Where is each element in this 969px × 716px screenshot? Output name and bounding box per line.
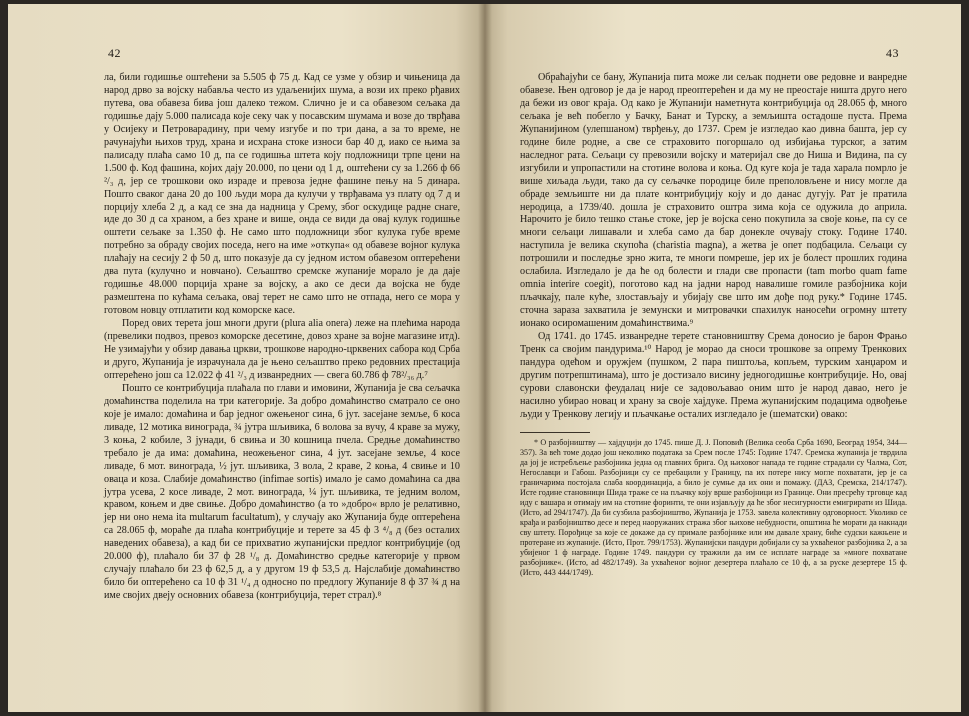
paragraph: Од 1741. до 1745. изванредне терете становништву Срема доносио је барон Фрањо Тренк са својим пандурима.¹⁰ Народ је морао да сноси трошкове за опрему Тренкових пандура одећом и оружјем (пушком, 2 пара пиштоља, копљем, турским ханџаром и другим потрепштинама), што је достизало висину једногодишње контрибуције. Но, овај сурови славонски феудалац није се задовољавао оним што је народ давао, него је насилно убирао новац и храну за своје хајдуке. Према жупанијским подацима одвођење људи у Тренкову легију и пљачкање осталих изгледало је (шематски) овако: [520, 331, 907, 420]
paragraph: Пошто се контрибуција плаћала по глави и имовини, Жупанија је сва сељачка домаћинства поделила на три категорије. За добро домаћинство сматрало се оно које је имало: домаћина и бар једног ожењеног сина, 6 јут. засејане земље, 6 коса ливаде, 12 мотика винограда, ¾ јутра шљивика, 6 волова за вучу, 4 краве за мужу, 3 коња, 2 кобиле, 3 јунади, 6 свиња и 30 кошница пчела. Средње домаћинство требало је да има: домаћина, неожењеног сина, 4 јут. засејане земље, 4 косе ливаде, 6 мот. винограда, ½ јут. шљивика, 3 вола, 2 краве, 2 коња, 4 свиње и 10 оваца и коза. Слабије домаћинство (infimae sortis) имало је само домаћина са два јутра усева, 2 косе ливаде, 2 мот. винограда, ¼ јут. шљивика, те једним волом, кравом, коњем и две свиње. Добро домаћинство (а то »добро« врло је релативно, јер ни оно нема ita multarum facultatum), у случају ако Жупанија буде оптерећена са 28.065 ф, мораће да плаћа контрибуције и терете за 45 ф 3 ⁴/₈ д (без осталих наведених обавеза), а кад би се прихватио жупанијски предлог контрибуције (од 20.000 ф), плаћало би 37 ф 28 ¹/₈ д. Домаћинство средње категорије у првом случају плаћало би 23 ф 62,5 д, а у другом 19 ф 53,5 д. Најслабије домаћинство било би оптерећено са 10 ф 31 ¹/₄ д односно по предлогу Жупаније 8 ф 37 ¾ д на име својих двеју основних обавеза (контрибуција, терет страл).⁸ [104, 382, 460, 602]
right-page [484, 4, 961, 712]
page-number-right: 43 [886, 46, 899, 60]
footnotes [520, 438, 907, 579]
paragraph: Поред ових терета још многи други (plura alia onera) леже на плећима народа (превелики подвоз, превоз коморске десетине, довоз хране за војне магазине итд). Не узимајући у обзир давања цркви, трошкове народно-црквених сабора код Срба и друго, Жупанија је израчунала да је њено сељаштво преко редовних престација оптерећено још са 12.022 ф 41 ²/₃ д изванредних — свега 60.786 ф 78²/₃₆ д.⁷ [104, 318, 460, 381]
left-page-text [104, 72, 460, 603]
footnote-divider [520, 432, 590, 433]
book-spread [8, 4, 961, 712]
paragraph: Обраћајући се бану, Жупанија пита може ли сељак поднети ове редовне и ванредне обавезе. Њен одговор је да је народ преоптерећен и да му не преостаје ништа друго него да бежи из овог краја. Од како је Жупанији наметнута контрибуција од 28.065 ф, много сељака је већ побегло у Бачку, Банат и Турску, а земљишта остадоше пуста. Према Жупанијином (улепшаном) тврђењу, до 1737. Срем је изгледао као дивна башта, јер су године биле родне, а све се страховито погоршало од избијања турског, а затим наследног рата. Сељаци су превозили војску и материјал све до Ниша и Видина, па су изгубили и упропастили на стотине волова и коња. Од куге која је тада харала помрло је више хиљада људи, тако да су сељачке породице биле преполовљене и нису могле да обраде земљиште ни да плате контрибуцију коју и до данас дугују. Рат је пратила неродица, а 1739/40. дошла је страховито оштра зима која се одужила до априла. Нарочито је било тешко стање стоке, јер је војска сено покупила за своје коње, па су се многи сељаци лишавали и хлеба само да бар донекле очувају стоку. Године 1740. наступила је велика скупоћа (charistia magna), а жетва је опет подбацила. Сељаци су потрошили и последње зрно жита, те многи помреше, јер их је болест прошлих година ослабила. Изгледало је да ће од болести и глади све пропасти (tam morbo quam fame omnia interire coegit), поготово кад на јадни народ навалише гомиле разбојника који пљачкају, пале куће, злостављају и убијају све што им дође под руку.* Године 1745. сточна зараза захватила је земунски и митровачки спахилук наносећи огромну штету ионако осиромашеним домаћинствима.⁹ [520, 72, 907, 330]
footnote: * О разбојништву — хајдуцији до 1745. пише Д. Ј. Поповић (Велика сеоба Срба 1690, Београд 1954, 344—357). За већ томе додао још неколико података за Срем после 1745: Године 1747. Сремска жупанија је тврдила да јој је истребљење разбојника једна од главних брига. Од њиховог напада те године страдали су Чалма, Сот, Негославци и Габош. Разбојници су се пребацили у Границу, па их потере нису могле похватати, јер је са граничарима постојала слаба координација, а било је сумње да их они и помажу. (ДАЗ, Сремска, 214/1747). Исте године становници Шида траже се на пљачку коју врше разбојници из Границе. Они пресрећу трговце кад иду с вашара и отимају им на стотине форинти, те они изјављују да ће због несигурности емигрирати из Шида. (Исто, ad 294/1747). Да би сузбила разбојништво, Жупанија је 1753. завела колективну одговорност. Уколико се крађа и разбојништво десе и перед наоружаних стража због њихове небудности, општина ће морати да накнади сву штету. Порођице за које се докаже да су примале разбојнике или им давале храну, биће судски кажњене и протеране из жупаније. (Исто, Прот. 799/1753). Жупанијски пандури добијали су за ухваћеног разбојника 2, а за убијеног 1 ф награде. Године 1749. пандури су тражили да им се исплате награде за »многе похватане разбојнике«. (Исто, ad 482/1749). За ухваћеног војног дезертера плаћало се 10 ф, а за руске дезертере 15 ф. (Исто, 443 444/1749). [520, 437, 907, 578]
left-page [8, 4, 484, 712]
page-number-left: 42 [108, 46, 121, 60]
paragraph: ла, били годишње оштећени за 5.505 ф 75 д. Кад се узме у обзир и чињеница да народ дрво за војску набавља често из удаљенијих шума, а вози их преко рђавих путева, ова обавеза бива још далеко тежом. Слично је и са обавезом сељака да годишње дају 5.000 палисада које секу чак у посавским шумама и возе до тврђава у Осијеку и Петроварадину, при чему изгубе и по три дана, а за то време, не рачунајући њихов труд, храна и исхрана стоке износи бар 40 д, иако се њима за палисаду плаћа само 10 д, па се годишња штета коју подложници трпе цени на 1.500 ф. Код фашина, којих дају 20.000, по цени од 1 д, оштећени су за 1.266 ф 66 ²/₃ д, јер се трошкови око израде и превоза једне фашине пењу на 5 динара. Пошто сваког дана 20 до 100 људи мора да кулучи у тврђавама уз плату од 7 д и порцију хлеба 2 д, а кад се зна да надница у Срему, због оскудице радне снаге, иде до 30 д са храном, а без хране и више, онда се види да овај кулук годишње оштети сељаке за 1.350 ф. Не само што подложници због кулука губе време потребно за обраду својих поседа, него на име »откупа« од обавезе војног кулука плаћају на сесију 2 ф 50 д, што показује да су једном истом обавезом оптерећени два пута (кулучно и новчано). Сељаштво сремске жупаније морало је да даје годишње 48.000 порција хране за војску, а ако се деси да војска не буде размештена по кућама сељака, овај терет не само што не отпада, него се мора у готовом новцу отплатити код коморске касе. [104, 72, 460, 317]
right-page-text [520, 72, 907, 422]
